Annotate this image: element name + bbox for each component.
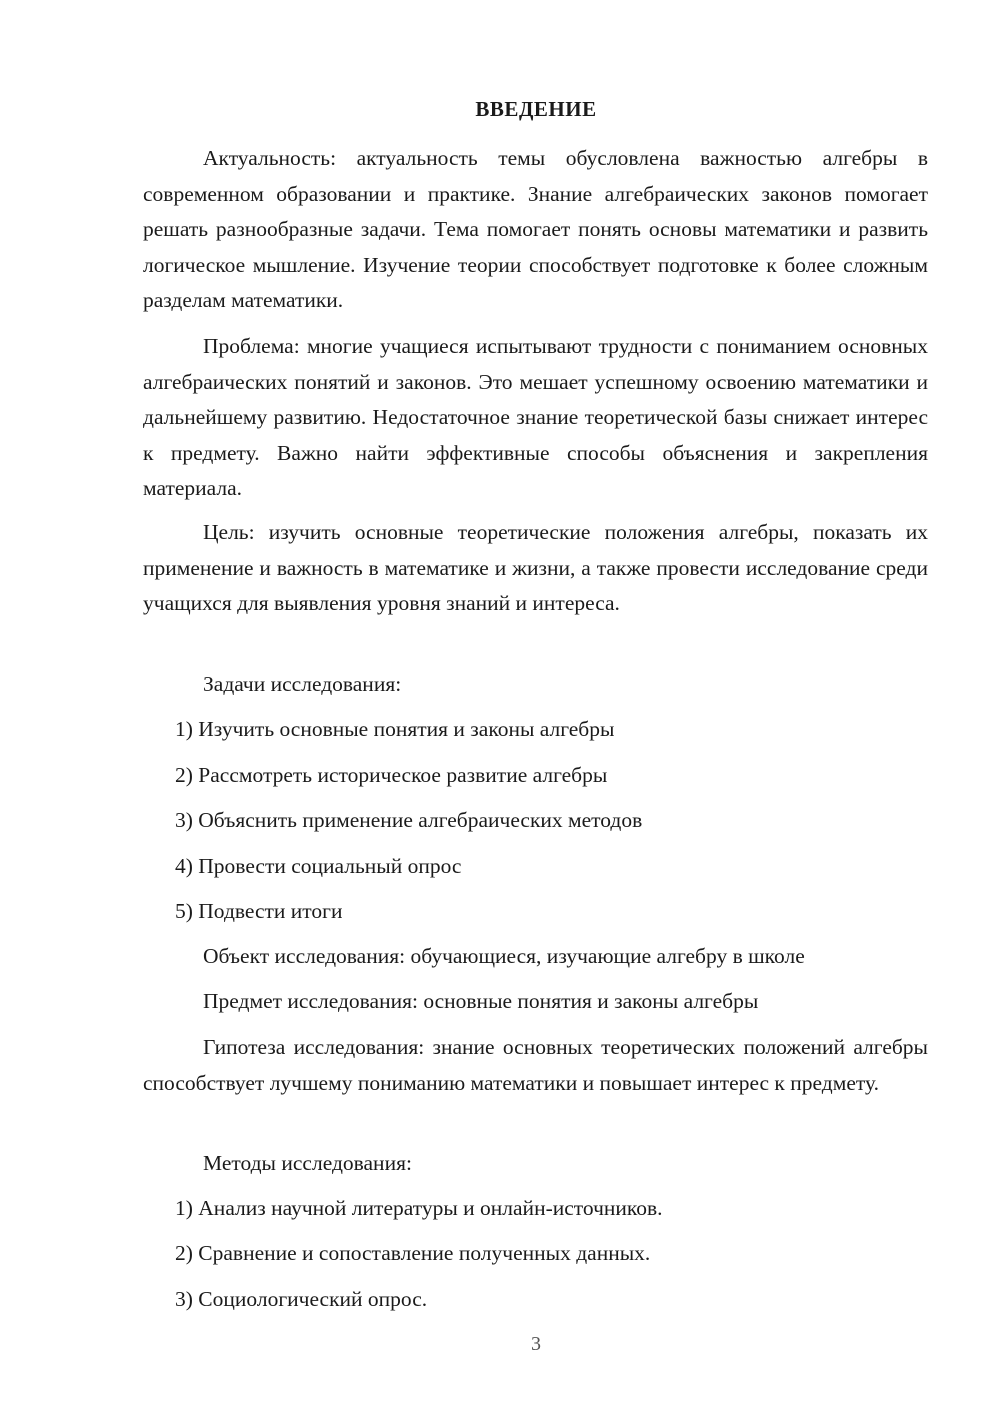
list-item: 2) Рассмотреть историческое развитие алгебры [175, 763, 608, 787]
tasks-heading: Задачи исследования: [203, 672, 402, 696]
goal-paragraph: Цель: изучить основные теоретические положения алгебры, показать их применение и важность в математике и жизни, а также провести исследование среди учащихся для выявления уровня знаний и интереса. [143, 520, 928, 615]
methods-heading: Методы исследования: [203, 1151, 412, 1175]
page-number: 3 [531, 1333, 541, 1355]
hypothesis-paragraph: Гипотеза исследования: знание основных теоретических положений алгебры способствует лучшему пониманию математики и повышает интерес к предмету. [143, 1035, 928, 1095]
list-item: 4) Провести социальный опрос [175, 854, 462, 878]
list-item: 1) Анализ научной литературы и онлайн-источников. [175, 1196, 663, 1220]
page-title: ВВЕДЕНИЕ [475, 97, 597, 121]
subject-line: Предмет исследования: основные понятия и законы алгебры [203, 989, 759, 1013]
list-item: 5) Подвести итоги [175, 899, 343, 923]
object-line: Объект исследования: обучающиеся, изучающие алгебру в школе [203, 944, 805, 968]
list-item: 3) Социологический опрос. [175, 1287, 428, 1311]
list-item: 3) Объяснить применение алгебраических методов [175, 808, 643, 832]
list-item: 2) Сравнение и сопоставление полученных данных. [175, 1241, 651, 1265]
relevance-paragraph: Актуальность: актуальность темы обусловлена важностью алгебры в современном образовании и практике. Знание алгебраических законов помогает решать разнообразные задачи. Тема помогает понять основы математики и развить логическое мышление. Изучение теории способствует подготовке к более сложным разделам математики. [143, 146, 928, 312]
problem-paragraph: Проблема: многие учащиеся испытывают трудности с пониманием основных алгебраических понятий и законов. Это мешает успешному освоению математики и дальнейшему развитию. Недостаточное знание теоретической базы снижает интерес к предмету. Важно найти эффективные способы объяснения и закрепления материала. [143, 334, 928, 500]
list-item: 1) Изучить основные понятия и законы алгебры [175, 717, 615, 741]
